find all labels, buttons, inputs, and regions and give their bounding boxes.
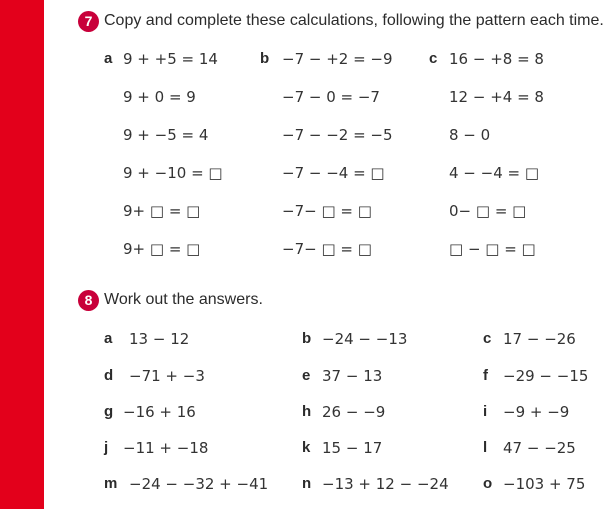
q7-a-line-4: 9 + −10 = □	[123, 164, 223, 182]
question-7-instruction: Copy and complete these calculations, following the pattern each time.	[104, 12, 604, 29]
question-8-instruction: Work out the answers.	[104, 291, 263, 308]
q7-label-c: c	[429, 50, 438, 67]
question-8-badge: 8	[78, 290, 99, 311]
q7-label-a: a	[104, 50, 113, 67]
q8-expr-i: −9 + −9	[503, 403, 570, 421]
q8-expr-e: 37 − 13	[322, 367, 383, 385]
q8-label-i: i	[483, 403, 488, 420]
q8-expr-k: 15 − 17	[322, 439, 383, 457]
q8-label-h: h	[302, 403, 312, 420]
question-7-badge: 7	[78, 11, 99, 32]
q7-label-b: b	[260, 50, 270, 67]
q8-label-a: a	[104, 330, 113, 347]
q7-b-line-4: −7 − −4 = □	[282, 164, 385, 182]
red-sidebar	[0, 0, 44, 509]
q8-label-l: l	[483, 439, 488, 456]
q7-c-line-1: 16 − +8 = 8	[449, 50, 544, 68]
q8-expr-d: −71 + −3	[129, 367, 205, 385]
q7-a-line-2: 9 + 0 = 9	[123, 88, 196, 106]
q8-expr-b: −24 − −13	[322, 330, 408, 348]
q8-expr-h: 26 − −9	[322, 403, 386, 421]
q7-a-line-1: 9 + +5 = 14	[123, 50, 218, 68]
q8-expr-j: −11 + −18	[123, 439, 209, 457]
q8-expr-l: 47 − −25	[503, 439, 576, 457]
q7-b-line-6: −7− □ = □	[282, 240, 372, 258]
q7-c-line-5: 0− □ = □	[449, 202, 527, 220]
q7-a-line-5: 9+ □ = □	[123, 202, 201, 220]
q8-expr-m: −24 − −32 + −41	[129, 475, 269, 493]
q7-c-line-4: 4 − −4 = □	[449, 164, 540, 182]
q8-expr-g: −16 + 16	[123, 403, 196, 421]
q8-expr-o: −103 + 75	[503, 475, 586, 493]
q8-label-b: b	[302, 330, 312, 347]
q8-label-n: n	[302, 475, 312, 492]
q7-c-line-3: 8 − 0	[449, 126, 491, 144]
q8-label-e: e	[302, 367, 311, 384]
q7-b-line-1: −7 − +2 = −9	[282, 50, 393, 68]
q8-label-j: j	[104, 439, 109, 456]
q7-a-line-3: 9 + −5 = 4	[123, 126, 209, 144]
q8-label-g: g	[104, 403, 114, 420]
q8-expr-n: −13 + 12 − −24	[322, 475, 449, 493]
q8-label-o: o	[483, 475, 493, 492]
q8-label-m: m	[104, 475, 118, 492]
q7-b-line-2: −7 − 0 = −7	[282, 88, 380, 106]
q8-expr-c: 17 − −26	[503, 330, 576, 348]
q7-b-line-5: −7− □ = □	[282, 202, 372, 220]
q8-label-c: c	[483, 330, 492, 347]
q7-c-line-6: □ − □ = □	[449, 240, 536, 258]
q8-label-k: k	[302, 439, 311, 456]
q8-expr-f: −29 − −15	[503, 367, 589, 385]
q7-c-line-2: 12 − +4 = 8	[449, 88, 544, 106]
q8-expr-a: 13 − 12	[129, 330, 190, 348]
q7-a-line-6: 9+ □ = □	[123, 240, 201, 258]
q8-label-f: f	[483, 367, 488, 384]
q8-label-d: d	[104, 367, 114, 384]
q7-b-line-3: −7 − −2 = −5	[282, 126, 393, 144]
